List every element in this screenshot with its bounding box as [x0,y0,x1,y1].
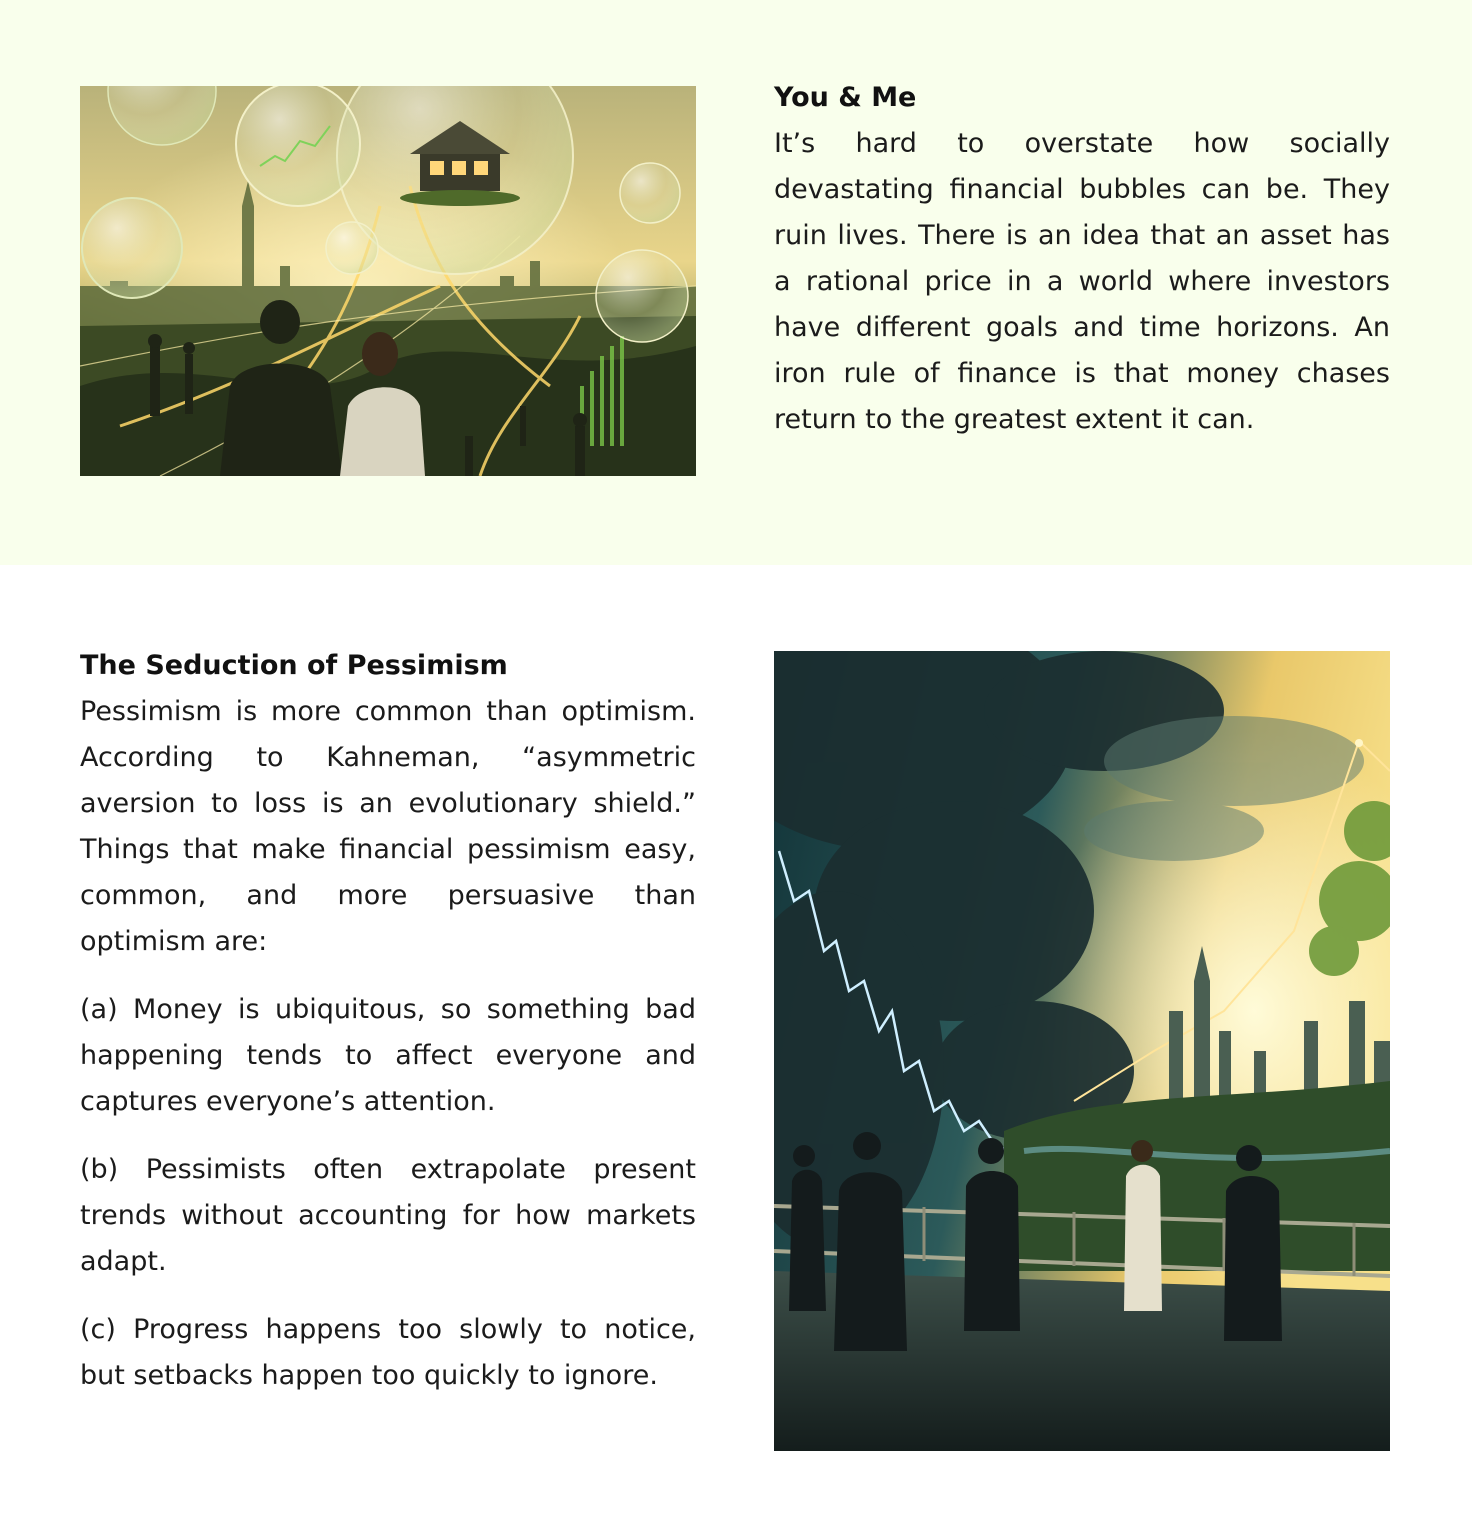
bubbles-city-illustration-icon [80,86,696,476]
bottom-section [0,565,1472,1534]
list-item: (a) Money is ubiquitous, so something bad happening tends to affect everyone and captures everyone’s attention. [80,994,696,1117]
section-paragraph: It’s hard to overstate how socially devastating financial bubbles can be. They ruin lives. There is an idea that an asset has a rational price in a world where investors have different goals and time horizons. An iron rule of finance is that money chases return to the greatest extent it can. [774,128,1390,435]
section-paragraph: Pessimism is more common than optimism. According to Kahneman, “asymmetric aversion to loss is an evolutionary shield.” Things that make financial pessimism easy, common, and more persuasive than optimism are: [80,696,696,957]
list-item: (c) Progress happens too slowly to notice, but setbacks happen too quickly to ignore. [80,1314,696,1391]
bottom-text-block [80,643,696,1399]
storm-market-crash-illustration-icon [774,651,1390,1451]
top-text-block [774,75,1390,443]
bubbles-city-image [80,86,696,476]
section-title: You & Me [774,82,917,113]
list-item: (b) Pessimists often extrapolate present trends without accounting for how markets adapt. [80,1154,696,1277]
section-title: The Seduction of Pessimism [80,650,508,681]
top-section [0,0,1472,565]
storm-market-image [774,651,1390,1451]
